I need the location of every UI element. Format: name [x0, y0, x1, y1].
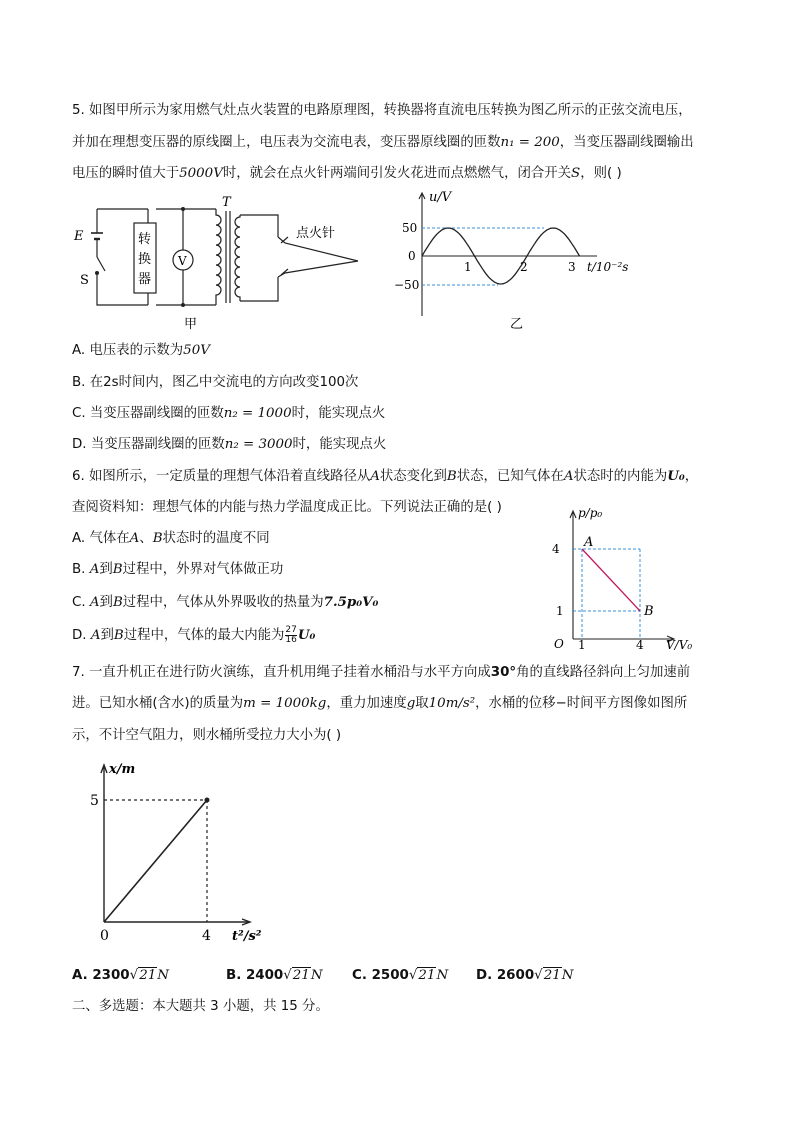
q6-u0: U₀	[667, 468, 685, 484]
option-a-value: 50V	[183, 343, 210, 358]
option-d-text-end: 过程中，气体的最大内能为	[123, 628, 285, 643]
q6-state-b: B	[113, 628, 124, 643]
q5-line1	[72, 101, 692, 121]
junction-dot	[181, 303, 185, 307]
q5-text-2: 并加在理想变压器的原线圈上，电压表为交流电表，变压器原线圈的匝数	[72, 135, 501, 150]
q5-option-c	[72, 404, 385, 424]
option-b-text: B. 2400	[226, 968, 284, 983]
q6-option-d	[72, 625, 315, 646]
q7-line1	[72, 663, 690, 683]
q6-state-b: B	[112, 562, 123, 577]
option-d-u0: U₀	[297, 627, 316, 643]
q7-option-a: A. 2300√21N	[72, 968, 169, 983]
q7-text-2d: ，水桶的位移−时间平方图像如图所	[475, 696, 688, 711]
q6-text-1c: 状态，已知气体在	[456, 469, 564, 484]
battery-label: E	[74, 229, 84, 244]
section-title: 二、多选题：本大题共 3 小题，共 15 分。	[72, 999, 329, 1014]
q5-text-3c: ，则( )	[580, 166, 622, 181]
option-d-to: 到	[100, 628, 114, 643]
xt-y-tick-5: 5	[90, 793, 99, 809]
point-a-label: A	[584, 535, 594, 550]
q6-line2	[72, 498, 502, 518]
xt2-end-point	[205, 798, 210, 803]
q7-text-3: 示，不计空气阻力，则水桶所受拉力大小为( )	[72, 728, 342, 743]
xt-x-tick-4: 4	[202, 928, 211, 944]
ignition-needle-label: 点火针	[296, 226, 336, 241]
q7-option-d: D. 2600√21N	[476, 968, 574, 983]
q6-state-a: A	[370, 469, 380, 484]
q6-text-2: 查阅资料知：理想气体的内能与热力学温度成正比。下列说法正确的是( )	[72, 500, 502, 515]
sqrt-value: 21	[418, 968, 436, 983]
junction-dot	[181, 207, 185, 211]
q6-state-b: B	[446, 469, 457, 484]
q6-state-a: A	[90, 628, 101, 643]
q6-state-a: A	[89, 595, 100, 610]
yi-y-label: u/V	[429, 190, 452, 205]
q7-xt2-graph	[84, 760, 274, 950]
section-heading	[72, 997, 329, 1017]
q7-text-2b: ，重力加速度	[326, 696, 407, 711]
option-c-value: 7.5p₀V₀	[323, 594, 379, 610]
q5-text-3b: 时，就会在点火针两端间引发火花进而点燃燃气，闭合开关	[222, 166, 572, 181]
q7-text-1a: 7. 一直升机正在进行防火演练，直升机用绳子挂着水桶沿与水平方向成	[72, 665, 491, 680]
xt-origin: 0	[100, 928, 109, 944]
option-c-text: C. 当变压器副线圈的匝数	[72, 406, 224, 421]
figure-caption-yi: 乙	[510, 317, 524, 332]
q7-g: g	[406, 696, 416, 711]
q6-text-1e: ，	[684, 469, 699, 484]
fraction-numerator: 27	[285, 624, 297, 635]
switch-label: S	[80, 273, 89, 288]
sqrt-value: 21	[292, 968, 310, 983]
q7-text-1b: 角的直线路径斜向上匀加速前	[516, 665, 691, 680]
option-a-sep: 、	[139, 531, 153, 546]
q7-text-2c: 取	[415, 696, 429, 711]
switch-pivot	[95, 271, 99, 275]
q6-state-b: B	[112, 595, 123, 610]
converter-label-3: 器	[138, 272, 152, 287]
option-c-text-end: 过程中，气体从外界吸收的热量为	[122, 595, 324, 610]
q5-n1: n₁ = 200	[500, 135, 560, 150]
q7-line2	[72, 694, 687, 714]
yi-y-tick-0: 0	[408, 249, 416, 263]
fraction-denominator: 16	[285, 634, 297, 645]
q5-figure-yi	[392, 188, 652, 336]
sqrt-value: 21	[139, 968, 157, 983]
unit: N	[436, 968, 449, 983]
option-d-text: D.	[72, 628, 91, 643]
option-a-text: A. 电压表的示数为	[72, 343, 184, 358]
option-b-text-end: 过程中，外界对气体做正功	[122, 562, 284, 577]
pv-x-tick-1: 1	[578, 638, 586, 652]
q7-option-b: B. 2400√21N	[226, 968, 323, 983]
option-a-text: A. 2300	[72, 968, 130, 983]
option-c-to: 到	[99, 595, 113, 610]
unit: N	[310, 968, 323, 983]
yi-x-label: t/10⁻²s	[587, 260, 629, 274]
q6-pv-graph	[548, 504, 708, 652]
yi-x-tick-2: 2	[520, 260, 528, 274]
transformer-label: T	[222, 195, 231, 210]
q6-state-b: B	[152, 531, 163, 546]
option-d-fraction	[285, 626, 296, 645]
q7-text-2a: 进。已知水桶(含水)的质量为	[72, 696, 244, 711]
pv-y-label: p/p₀	[578, 506, 603, 520]
q5-option-d	[72, 435, 386, 455]
pv-y-tick-4: 4	[552, 542, 560, 556]
q5-option-b	[72, 373, 358, 393]
q6-option-a	[72, 529, 270, 549]
q5-option-a	[72, 341, 210, 361]
unit: N	[157, 968, 169, 983]
q5-s: S	[571, 166, 581, 181]
q5-v5000: 5000V	[179, 166, 223, 181]
pv-x-label: V/V₀	[666, 638, 693, 652]
voltmeter-label: V	[178, 254, 187, 268]
point-b-label: B	[644, 604, 654, 619]
q7-option-c: C. 2500√21N	[352, 968, 449, 983]
pv-y-tick-1: 1	[556, 604, 564, 618]
q5-figure-jia	[70, 193, 370, 333]
yi-x-tick-3: 3	[568, 260, 576, 274]
q6-state-a: A	[129, 531, 140, 546]
option-d-text: D. 当变压器副线圈的匝数	[72, 437, 225, 452]
option-d-text-end: 时，能实现点火	[292, 437, 387, 452]
q5-text-2-end: ，当变压器副线圈输出	[559, 135, 694, 150]
q6-text-1a: 6. 如图所示，一定质量的理想气体沿着直线路径从	[72, 469, 371, 484]
q6-line1	[72, 466, 698, 487]
q7-mass: m = 1000kg	[243, 696, 327, 711]
converter-label-1: 转	[138, 232, 152, 247]
xt-x-label: t²/s²	[232, 929, 262, 944]
q6-option-c	[72, 592, 378, 613]
q7-g-value: 10m/s²	[428, 696, 476, 711]
yi-y-tick-50: 50	[402, 221, 418, 235]
yi-x-tick-1: 1	[464, 260, 472, 274]
q5-line3	[72, 164, 622, 184]
pv-x-tick-4: 4	[636, 638, 644, 652]
q6-option-b	[72, 560, 283, 580]
option-c-value: n₂ = 1000	[223, 406, 292, 421]
option-d-value: n₂ = 3000	[224, 437, 293, 452]
converter-label-2: 换	[138, 252, 152, 267]
q6-state-a: A	[89, 562, 100, 577]
xt2-line	[104, 800, 207, 922]
figure-caption-jia: 甲	[184, 317, 198, 332]
option-a-text-end: 状态时的温度不同	[162, 531, 270, 546]
option-b-text: B.	[72, 562, 90, 577]
option-c-text: C.	[72, 595, 90, 610]
q6-text-1b: 状态变化到	[379, 469, 447, 484]
sqrt-value: 21	[543, 968, 561, 983]
q5-text-3a: 电压的瞬时值大于	[72, 166, 180, 181]
q7-line3	[72, 726, 341, 746]
pv-origin: O	[554, 637, 564, 651]
option-b-to: 到	[99, 562, 113, 577]
q5-line2	[72, 133, 694, 153]
option-a-text: A. 气体在	[72, 531, 130, 546]
q7-angle: 30°	[490, 665, 517, 680]
option-b-text: B. 在2s时间内，图乙中交流电的方向改变100次	[72, 375, 359, 390]
option-c-text: C. 2500	[352, 968, 409, 983]
q6-text-1d: 状态时的内能为	[573, 469, 668, 484]
yi-y-tick-neg50: −50	[394, 278, 420, 292]
q5-text-1: 5. 如图甲所示为家用燃气灶点火装置的电路原理图，转换器将直流电压转换为图乙所示的正弦交流电压，	[72, 103, 692, 118]
q6-state-a: A	[563, 469, 574, 484]
option-d-text: D. 2600	[476, 968, 535, 983]
xt-y-label: x/m	[109, 762, 136, 777]
option-c-text-end: 时，能实现点火	[291, 406, 386, 421]
process-line-ab	[582, 549, 640, 611]
unit: N	[561, 968, 574, 983]
